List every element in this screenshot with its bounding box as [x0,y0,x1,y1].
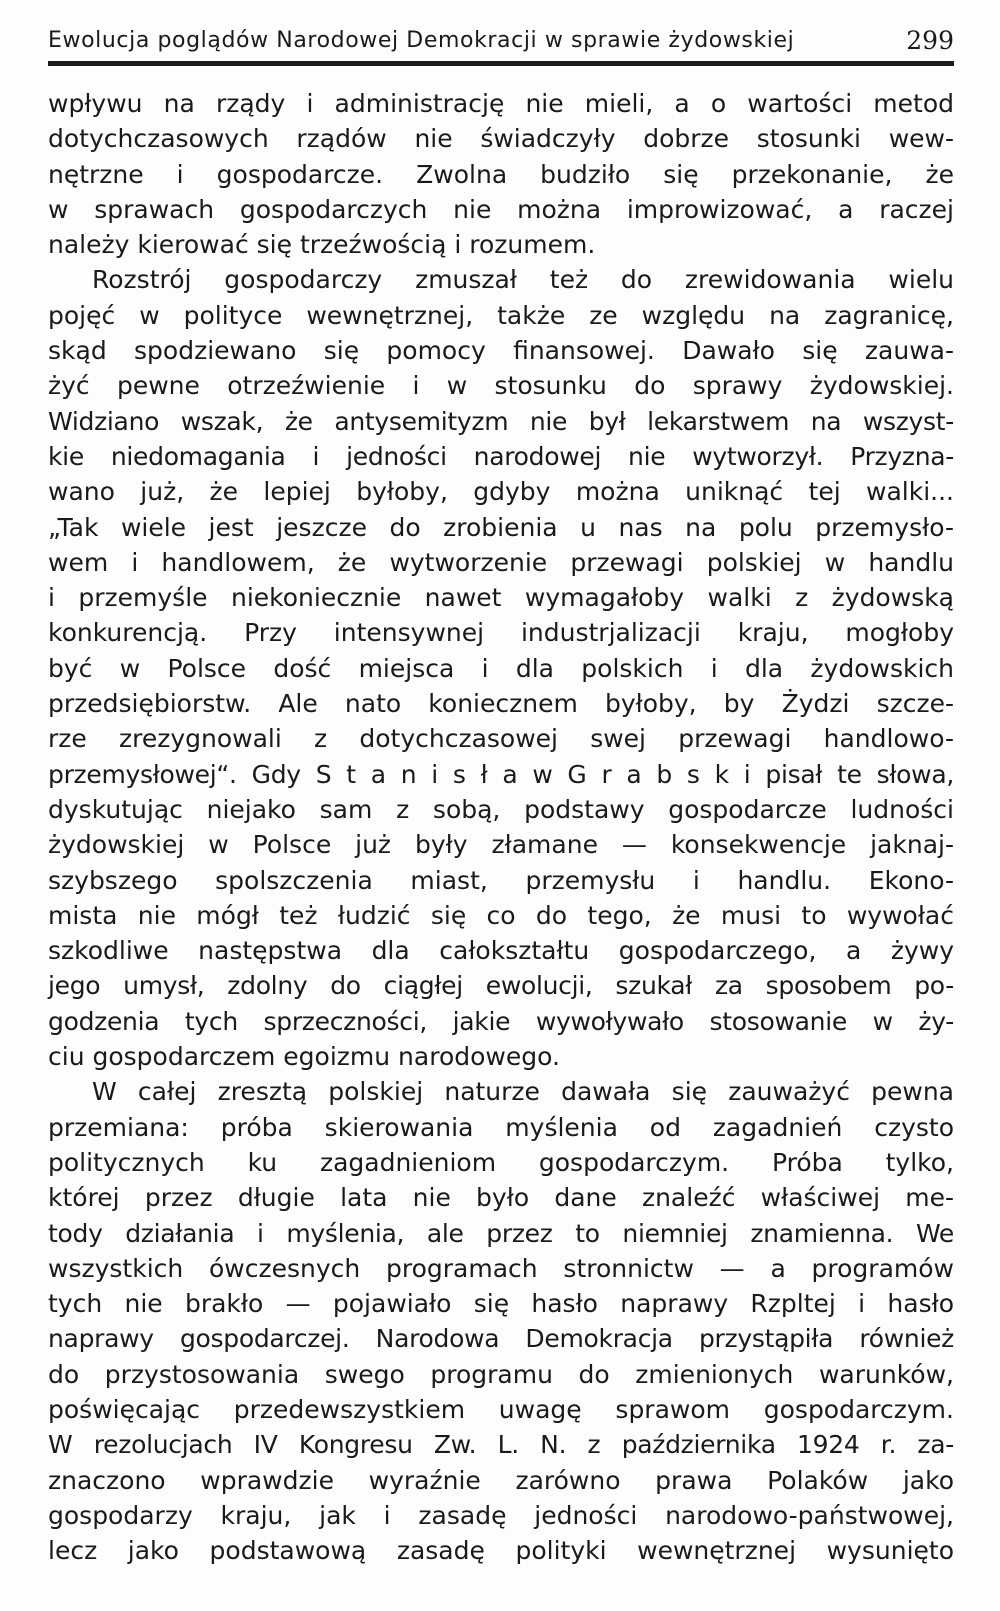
text-line: naprawy gospodarczej. Narodowa Demokracja przystąpiła również [48,1324,954,1354]
running-title: Ewolucja poglądów Narodowej Demokracji w sprawie żydowskiej [48,28,795,53]
text-line: wpływu na rządy i administrację nie mieli, a o wartości metod [48,89,954,118]
text-line: wszystkich ówczesnych programach stronnictw — a programów [48,1253,954,1283]
text-line: wem i handlowem, że wytworzenie przewagi polskiej w handlu [48,547,954,577]
text-line: Rozstrój gospodarczy zmuszał też do zrewidowania wielu [92,265,954,295]
text-line: poświęcając przedewszystkiem uwagę sprawom gospodarczym. [48,1394,954,1424]
text-line: szybszego spolszczenia miast, przemysłu i handlu. Ekono- [48,865,954,895]
text-line: nętrzne i gospodarcze. Zwolna budziło się przekonanie, że [48,159,954,189]
text-line: W rezolucjach IV Kongresu Zw. L. N. z października 1924 r. za- [48,1430,954,1460]
text-line: przemiana: próba skierowania myślenia od zagadnień czysto [48,1112,954,1142]
text-line: żydowskiej w Polsce już były złamane — konsekwencje jaknaj- [48,830,954,860]
text-line: „Tak wiele jest jeszcze do zrobienia u nas na polu przemysło- [48,512,954,542]
text-line: żyć pewne otrzeźwienie i w stosunku do sprawy żydowskiej. [48,371,954,401]
text-line: mista nie mógł też łudzić się co do tego, że musi to wywołać [48,900,954,930]
text-line: rze zrezygnowali z dotychczasowej swej przewagi handlowo- [48,724,954,754]
text-line: należy kierować się trzeźwością i rozumem. [48,230,596,260]
header-rule [48,61,954,66]
text-line: gospodarzy kraju, jak i zasadę jedności narodowo-państwowej, [48,1500,954,1530]
text-line: jego umysł, zdolny do ciągłej ewolucji, szukał za sposobem po- [48,971,954,1001]
text-line: szkodliwe następstwa dla całokształtu gospodarczego, a żywy [48,936,954,966]
text-line: być w Polsce dość miejsca i dla polskich i dla żydowskich [48,653,954,683]
text-line: Widziano wszak, że antysemityzm nie był lekarstwem na wszyst- [48,406,954,436]
page-number: 299 [906,26,954,55]
text-line: znaczono wprawdzie wyraźnie zarówno prawa Polaków jako [48,1465,954,1495]
text-line: do przystosowania swego programu do zmienionych warunków, [48,1359,954,1389]
text-line: kie niedomagania i jedności narodowej nie wytworzył. Przyzna- [48,441,954,471]
text-line: ciu gospodarczem egoizmu narodowego. [48,1042,560,1072]
body-text [48,86,954,1568]
text-line: W całej zresztą polskiej naturze dawała się zauważyć pewna [92,1077,954,1107]
text-line: lecz jako podstawową zasadę polityki wewnętrznej wysunięto [48,1536,954,1566]
text-line: przemysłowej“. Gdy S t a n i s ł a w G r a b s k i pisał te słowa, [48,759,954,789]
text-line: dotychczasowych rządów nie świadczyły dobrze stosunki wew- [48,124,954,154]
text-line: pojęć w polityce wewnętrznej, także ze względu na zagranicę, [48,300,954,330]
text-line: w sprawach gospodarczych nie można improwizować, a raczej [48,194,954,224]
text-line: godzenia tych sprzeczności, jakie wywoływało stosowanie w ży- [48,1006,954,1036]
text-line: i przemyśle niekoniecznie nawet wymagałoby walki z żydowską [48,583,954,613]
text-line: dyskutując niejako sam z sobą, podstawy gospodarcze ludności [48,794,954,824]
text-line: której przez długie lata nie było dane znaleźć właściwej me- [48,1183,954,1213]
text-line: politycznych ku zagadnieniom gospodarczym. Próba tylko, [48,1147,954,1177]
text-line: tody działania i myślenia, ale przez to niemniej znamienna. We [48,1218,954,1248]
text-line: konkurencją. Przy intensywnej industrjalizacji kraju, mogłoby [48,618,954,648]
running-header [48,24,954,60]
text-line: tych nie brakło — pojawiało się hasło naprawy Rzpltej i hasło [48,1289,954,1319]
text-line: wano już, że lepiej byłoby, gdyby można uniknąć tej walki... [48,477,954,507]
text-line: skąd spodziewano się pomocy finansowej. Dawało się zauwa- [48,336,954,366]
text-line: przedsiębiorstw. Ale nato koniecznem byłoby, by Żydzi szcze- [48,689,954,719]
